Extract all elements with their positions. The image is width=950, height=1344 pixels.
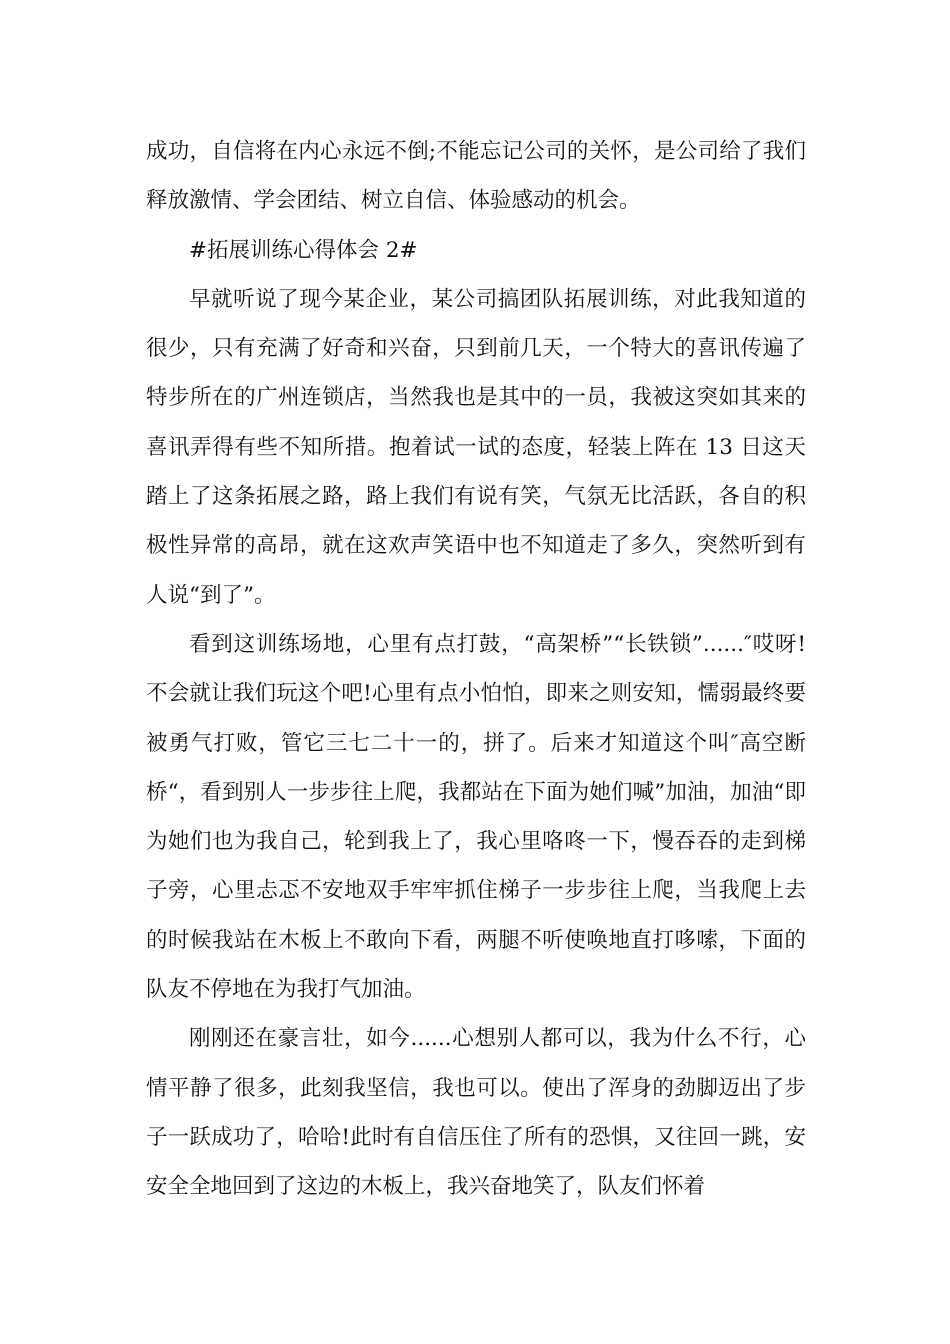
- paragraph-body: 早就听说了现今某企业，某公司搞团队拓展训练，对此我知道的很少，只有充满了好奇和兴奋，只到前几天，一个特大的喜讯传遍了特步所在的广州连锁店，当然我也是其中的一员，我被这突如其来的喜讯弄得有些不知所措。抱着试一试的态度，轻装上阵在 13 日这天踏上了这条拓展之路，路上我们有说有笑，气氛无比活跃，各自的积极性异常的高昂，就在这欢声笑语中也不知道走了多久，突然听到有人说“到了”。: [146, 286, 806, 608]
- paragraph-body: 看到这训练场地，心里有点打鼓，“高架桥”“长铁锁”......″哎呀!不会就让我们玩这个吧!心里有点小怕怕，即来之则安知，懦弱最终要被勇气打败，管它三七二十一的，拼了。后来才知道这个叫″高空断桥“，看到别人一步步往上爬，我都站在下面为她们喊”加油，加油“即为她们也为我自己，轮到我上了，我心里咯咚一下，慢吞吞的走到梯子旁，心里忐忑不安地双手牢牢抓住梯子一步步往上爬，当我爬上去的时候我站在木板上不敢向下看，两腿不听使唤地直打哆嗦，下面的队友不停地在为我打气加油。: [146, 631, 806, 1003]
- section-heading: #拓展训练心得体会 2#: [189, 237, 418, 263]
- paragraph-continuation: 成功，自信将在内心永远不倒;不能忘记公司的关怀，是公司给了我们释放激情、学会团结、树立自信、体验感动的机会。: [146, 139, 806, 214]
- document-body: [146, 127, 806, 1212]
- paragraph-body: 刚刚还在豪言壮，如今......心想别人都可以，我为什么不行，心情平静了很多，此刻我坚信，我也可以。使出了浑身的劲脚迈出了步子一跃成功了，哈哈!此时有自信压住了所有的恐惧，又往回一跳，安安全全地回到了这边的木板上，我兴奋地笑了，队友们怀着: [146, 1026, 806, 1200]
